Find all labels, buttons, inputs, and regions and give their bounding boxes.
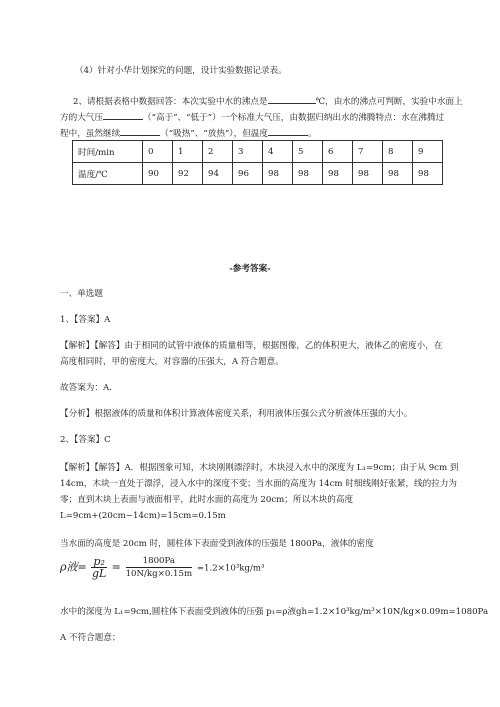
q2-line2-part-b: （“高于”、“低于”）一个标准大气压，由数据归纳出水的沸腾特点：水在沸腾过 xyxy=(142,113,445,123)
time-cell: 8 xyxy=(383,141,413,163)
density-formula xyxy=(60,556,265,580)
temperature-cell: 98 xyxy=(293,163,323,185)
question-2-line-2 xyxy=(60,110,444,124)
time-row xyxy=(73,141,443,163)
answer-2-label: 2、【答案】C xyxy=(60,435,111,445)
answer-2-line-1: 【解析】【解答】A．根据图象可知，木块刚刚漂浮时，木块浸入水中的深度为 L₁=9cm；由于从 9cm 到 xyxy=(60,463,459,473)
question-2-line-3 xyxy=(60,126,317,140)
answer-2-line-4: L=9cm+(20cm−14cm)=15cm=0.15m xyxy=(60,511,226,521)
temperature-cell: 98 xyxy=(353,163,383,185)
temperature-row-label: 温度/℃ xyxy=(73,163,143,185)
time-cell: 2 xyxy=(203,141,233,163)
answer-1-label: 1、【答案】A xyxy=(60,315,111,325)
temperature-cell: 92 xyxy=(173,163,203,185)
q2-line3-part-b: （“吸热”、“放热”），但温度 xyxy=(160,129,268,139)
answer-2-line-3: 零；直到木块上表面与液面相平，此时水面的高度为 20cm；所以木块的高度 xyxy=(60,495,354,505)
temperature-cell: 98 xyxy=(383,163,413,185)
section-title: 一、单选题 xyxy=(60,289,103,299)
q2-line2-part-a: 方的大气压 xyxy=(60,113,103,123)
q2-line3-part-c: 。 xyxy=(307,129,317,139)
boiling-point-blank[interactable] xyxy=(268,94,316,104)
q2-line1-part-a: 2、请根据表格中数据回答：本次实验中水的沸点是 xyxy=(73,97,268,107)
formula-equals: = xyxy=(111,560,121,574)
answer-2-line-7: A 不符合题意； xyxy=(60,633,121,643)
formula-lhs: ρ液= xyxy=(60,560,87,574)
data-table xyxy=(72,140,443,185)
formula-sym-denominator: gL xyxy=(91,567,107,580)
temperature-blank[interactable] xyxy=(268,126,308,136)
time-cell: 5 xyxy=(293,141,323,163)
answer-2-line-5: 当水面的高度是 20cm 时，圆柱体下表面受到液体的压强是 1800Pa，液体的密度 xyxy=(60,539,374,549)
time-cell: 9 xyxy=(413,141,443,163)
formula-numerator: 1800Pa xyxy=(126,556,193,568)
formula-result: =1.2×10³kg/m³ xyxy=(196,563,265,574)
time-row-label: 时间/min xyxy=(73,141,143,163)
temperature-cell: 94 xyxy=(203,163,233,185)
temperature-cell: 98 xyxy=(413,163,443,185)
formula-sym-numerator: p₂ xyxy=(93,555,105,568)
q2-line3-part-a: 程中，虽然继续 xyxy=(60,129,121,139)
temperature-row xyxy=(73,163,443,185)
temperature-cell: 98 xyxy=(323,163,353,185)
time-cell: 6 xyxy=(323,141,353,163)
formula-fraction-values xyxy=(126,556,193,580)
question-4-text: （4）针对小华计划探究的问题，设计实验数据记录表。 xyxy=(75,66,287,76)
time-cell: 4 xyxy=(263,141,293,163)
answer-1-fenxi: 【分析】根据液体的质量和体积计算液体密度关系，利用液体压强公式分析液体压强的大小。 xyxy=(60,409,413,419)
temperature-cell: 90 xyxy=(143,163,173,185)
time-cell: 0 xyxy=(143,141,173,163)
time-cell: 7 xyxy=(353,141,383,163)
time-cell: 1 xyxy=(173,141,203,163)
answer-1-conclusion: 故答案为：A. xyxy=(60,383,112,393)
answer-2-line-6: 水中的深度为 L₁=9cm,圆柱体下表面受到液体的压强 p₁=ρ液gh=1.2×10³kg/m³×10N/kg×0.09m=1080Pa xyxy=(60,607,489,617)
answer-2-line-2: 14cm，木块一直处于漂浮，浸入水中的深度不变；当水面的高度为 14cm 时细线刚好张紧，线的拉力为 xyxy=(60,479,458,489)
answer-1-analysis-line-2: 高度相同时，甲的密度大，对容器的压强大，A 符合题意。 xyxy=(60,357,284,367)
temperature-cell: 96 xyxy=(233,163,263,185)
q2-line1-part-b: ℃，由水的沸点可判断，实验中水面上 xyxy=(315,97,463,107)
answer-1-analysis-line-1: 【解析】【解答】由于相同的试管中液体的质量相等，根据图像，乙的体积更大，液体乙的密度小，在 xyxy=(60,341,443,351)
formula-fraction-symbolic xyxy=(91,556,106,580)
question-2-line-1 xyxy=(73,94,463,108)
time-cell: 3 xyxy=(233,141,263,163)
pressure-blank[interactable] xyxy=(103,110,143,120)
answer-key-title: -参考答案- xyxy=(229,264,271,274)
temperature-cell: 98 xyxy=(263,163,293,185)
formula-denominator: 10N/kg×0.15m xyxy=(125,569,193,579)
heat-blank[interactable] xyxy=(120,126,160,136)
